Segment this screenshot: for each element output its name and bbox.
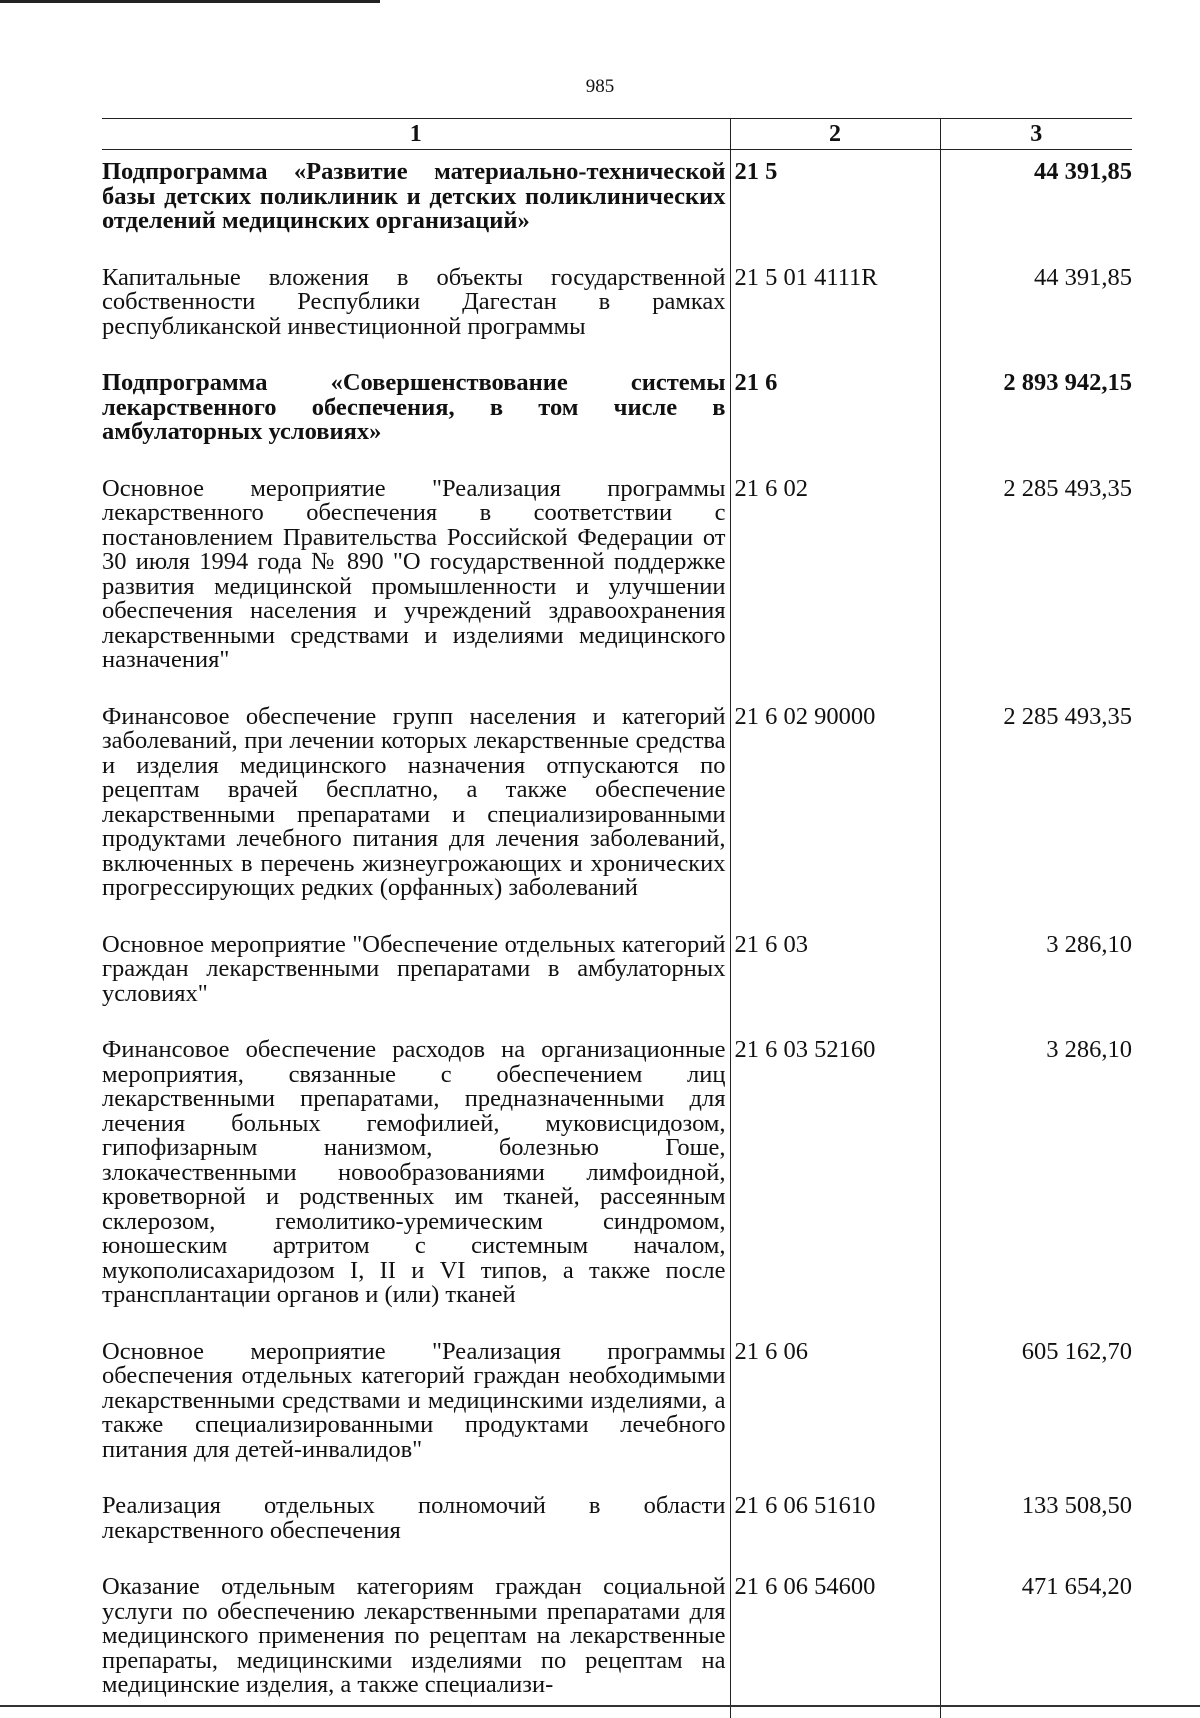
row-amount-cell: 133 508,50 (940, 1482, 1132, 1563)
page-number: 985 (585, 76, 615, 97)
header-col-2: 2 (730, 119, 940, 150)
table-row (102, 359, 1132, 465)
row-code-cell: 21 6 03 52160 (730, 1026, 940, 1328)
page-top-rule (0, 0, 380, 3)
row-code-cell: 21 6 (730, 359, 940, 465)
row-name-cell: Основное мероприятие "Реализация программы лекарственного обеспечения в соответствии с постановлением Правительства Российской Федерации от 30 июля 1994 года № 890 "О государственной поддержке развития медицинской промышленности и улучшении обеспечения населения и учреждений здравоохранения лекарственными средствами и изделиями медицинского назначения" (102, 474, 726, 673)
header-col-3: 3 (940, 119, 1132, 150)
row-name-cell: Оказание отдельным категориям граждан социальной услуги по обеспечению лекарственными препаратами для медицинского применения по рецептам на лекарственные препараты, медицинскими изделиями по рецептам на медицинские изделия, а также специализи- (102, 1573, 726, 1698)
budget-table (102, 118, 1132, 1718)
row-amount-cell: 3 286,10 (940, 1026, 1132, 1328)
row-name-cell: Капитальные вложения в объекты государственной собственности Республики Дагестан в рамках республиканской инвестиционной программы (102, 263, 726, 340)
row-name-cell: Финансовое обеспечение расходов на организационные мероприятия, связанные с обеспечением лиц лекарственными препаратами, предназначенными для лечения больных гемофилией, муковисцидозом, гипофизарным нанизмом, болезнью Гоше, злокачественными новообразованиями лимфоидной, кроветворной и родственных им тканей, рассеянным склерозом, гемолитико-уремическим синдромом, юношеским артритом с системным началом, мукополисахаридозом I, II и VI типов, а также после трансплантации органов и (или) тканей (102, 1036, 726, 1308)
table-row (102, 1328, 1132, 1483)
table-row (102, 921, 1132, 1027)
table-row (102, 150, 1132, 254)
table-row (102, 693, 1132, 921)
table-row (102, 465, 1132, 693)
table-body (102, 150, 1132, 1718)
row-amount-cell: 471 654,20 (940, 1563, 1132, 1718)
row-amount-cell: 3 286,10 (940, 921, 1132, 1027)
row-name-cell: Основное мероприятие "Обеспечение отдельных категорий граждан лекарственными препаратами в амбулаторных условиях" (102, 930, 726, 1007)
row-code-cell: 21 6 02 90000 (730, 693, 940, 921)
row-amount-cell: 2 893 942,15 (940, 359, 1132, 465)
row-amount-cell: 2 285 493,35 (940, 693, 1132, 921)
budget-table-container (102, 118, 1132, 1718)
row-code-cell: 21 6 02 (730, 465, 940, 693)
row-code-cell: 21 6 06 51610 (730, 1482, 940, 1563)
row-amount-cell: 2 285 493,35 (940, 465, 1132, 693)
row-name-cell: Подпрограмма «Совершенствование системы лекарственного обеспечения, в том числе в амбулаторных условиях» (102, 369, 726, 445)
row-code-cell: 21 5 (730, 150, 940, 254)
header-col-1: 1 (102, 119, 730, 150)
row-name-cell: Подпрограмма «Развитие материально-технической базы детских поликлиник и детских поликлинических отделений медицинских организаций» (102, 158, 726, 234)
table-header-row (102, 119, 1132, 150)
table-row (102, 1026, 1132, 1328)
row-name-cell: Основное мероприятие "Реализация программы обеспечения отдельных категорий граждан необходимыми лекарственными средствами и медицинскими изделиями, а также специализированными продуктами лечебного питания для детей-инвалидов" (102, 1337, 726, 1463)
row-amount-cell: 605 162,70 (940, 1328, 1132, 1483)
row-code-cell: 21 5 01 4111R (730, 254, 940, 360)
table-row (102, 254, 1132, 360)
table-row (102, 1563, 1132, 1718)
row-code-cell: 21 6 03 (730, 921, 940, 1027)
table-row (102, 1482, 1132, 1563)
row-name-cell: Реализация отдельных полномочий в области лекарственного обеспечения (102, 1492, 726, 1544)
row-amount-cell: 44 391,85 (940, 150, 1132, 254)
row-code-cell: 21 6 06 54600 (730, 1563, 940, 1718)
page-bottom-rule (0, 1705, 1200, 1707)
row-name-cell: Финансовое обеспечение групп населения и категорий заболеваний, при лечении которых лекарственные средства и изделия медицинского назначения отпускаются по рецептам врачей бесплатно, а также обеспечение лекарственными препаратами и специализированными продуктами лечебного питания для лечения заболеваний, включенных в перечень жизнеугрожающих и хронических прогрессирующих редких (орфанных) заболеваний (102, 702, 726, 901)
row-amount-cell: 44 391,85 (940, 254, 1132, 360)
row-code-cell: 21 6 06 (730, 1328, 940, 1483)
